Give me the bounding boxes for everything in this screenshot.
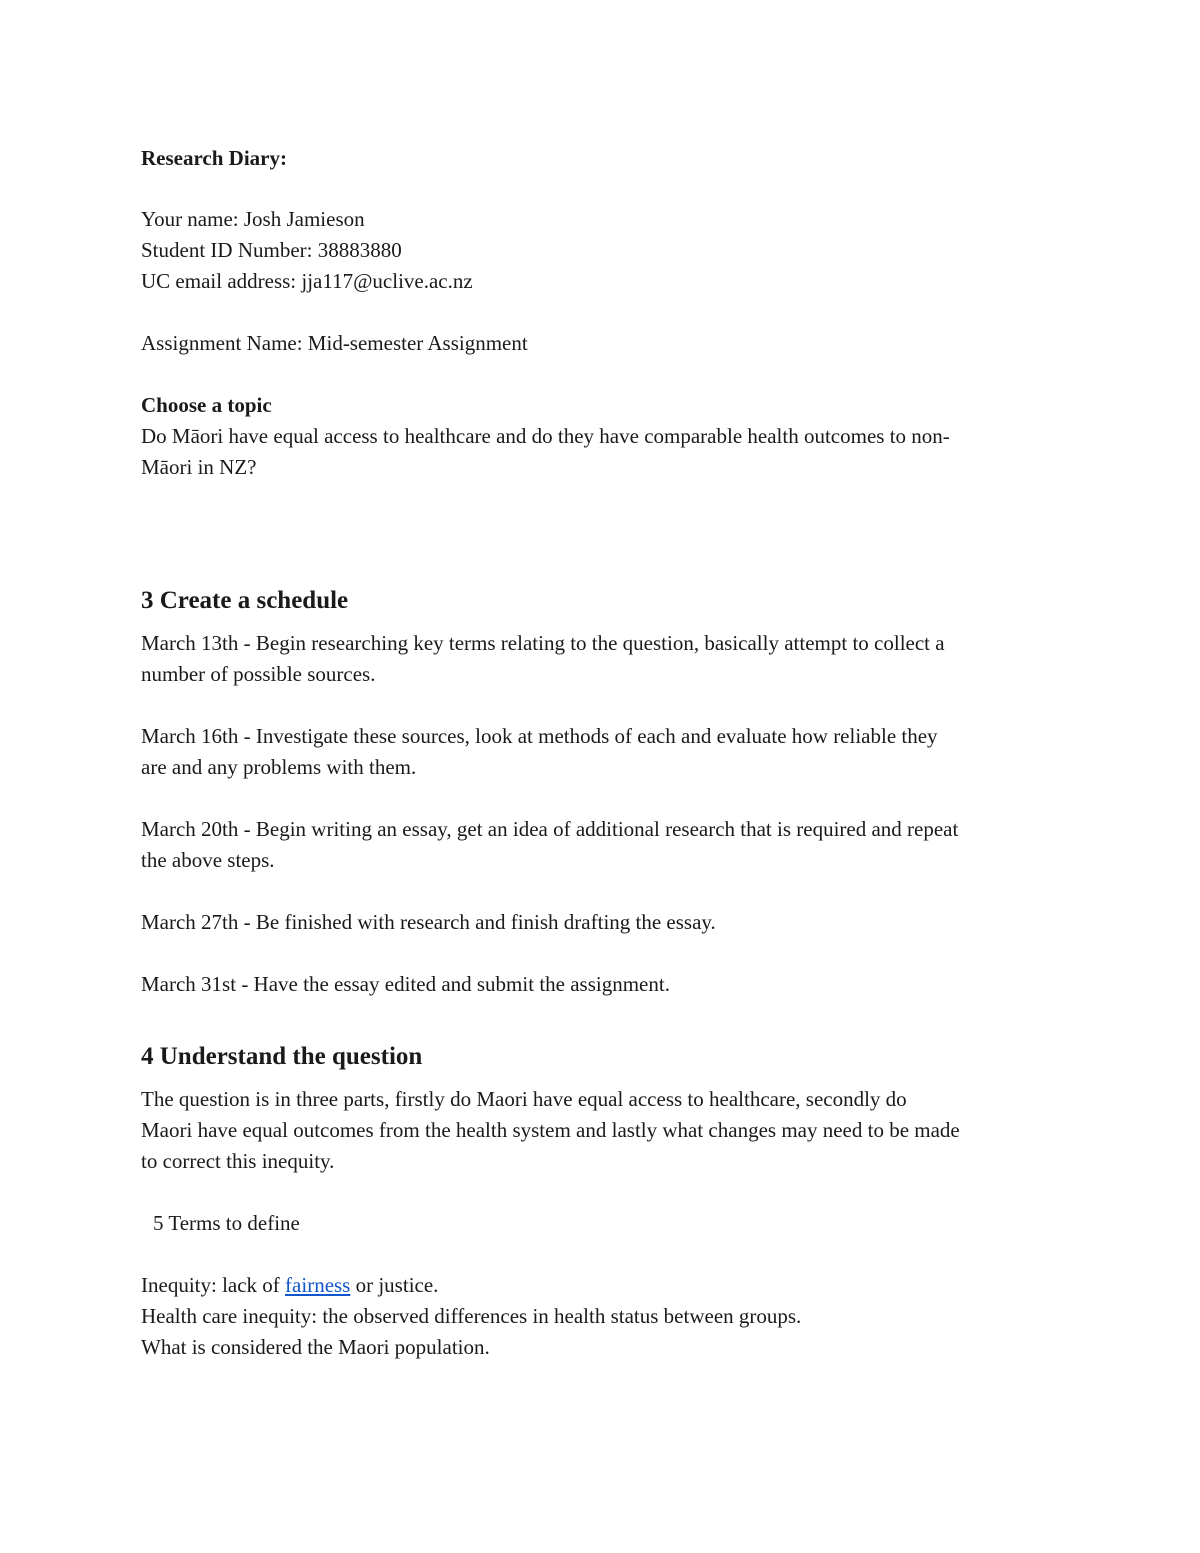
- schedule-entry-line: March 27th - Be finished with research and finish drafting the essay.: [141, 910, 716, 934]
- schedule-entry-line: are and any problems with them.: [141, 755, 417, 779]
- student-email: UC email address: jja117@uclive.ac.nz: [141, 269, 473, 293]
- fairness-link[interactable]: fairness: [285, 1273, 351, 1297]
- schedule-entry-line: number of possible sources.: [141, 662, 376, 686]
- question-line: The question is in three parts, firstly do Maori have equal access to healthcare, secondly do: [141, 1087, 907, 1111]
- schedule-entry-line: the above steps.: [141, 848, 275, 872]
- topic-line: Māori in NZ?: [141, 455, 257, 479]
- assignment-name: Assignment Name: Mid-semester Assignment: [141, 331, 528, 355]
- term-inequity-suffix: or justice.: [350, 1273, 439, 1297]
- schedule-entry-line: March 20th - Begin writing an essay, get an idea of additional research that is required and repeat: [141, 817, 959, 841]
- term-health-care-inequity: Health care inequity: the observed differences in health status between groups.: [141, 1304, 802, 1328]
- question-line: to correct this inequity.: [141, 1149, 335, 1173]
- topic-heading: Choose a topic: [141, 393, 272, 417]
- student-name: Your name: Josh Jamieson: [141, 207, 365, 231]
- term-maori-population: What is considered the Maori population.: [141, 1335, 490, 1359]
- schedule-entry-line: March 13th - Begin researching key terms relating to the question, basically attempt to collect a: [141, 631, 945, 655]
- topic-line: Do Māori have equal access to healthcare and do they have comparable health outcomes to non-: [141, 424, 950, 448]
- term-inequity-prefix: Inequity: lack of: [141, 1273, 286, 1297]
- term-inequity: [141, 1272, 438, 1298]
- diary-title: Research Diary:: [141, 146, 287, 170]
- question-line: Maori have equal outcomes from the health system and lastly what changes may need to be made: [141, 1118, 960, 1142]
- terms-heading: 5 Terms to define: [153, 1211, 300, 1235]
- question-heading: 4 Understand the question: [141, 1043, 423, 1070]
- schedule-entry-line: March 31st - Have the essay edited and submit the assignment.: [141, 972, 670, 996]
- schedule-heading: 3 Create a schedule: [141, 587, 349, 614]
- student-id: Student ID Number: 38883880: [141, 238, 402, 262]
- schedule-entry-line: March 16th - Investigate these sources, look at methods of each and evaluate how reliable they: [141, 724, 938, 748]
